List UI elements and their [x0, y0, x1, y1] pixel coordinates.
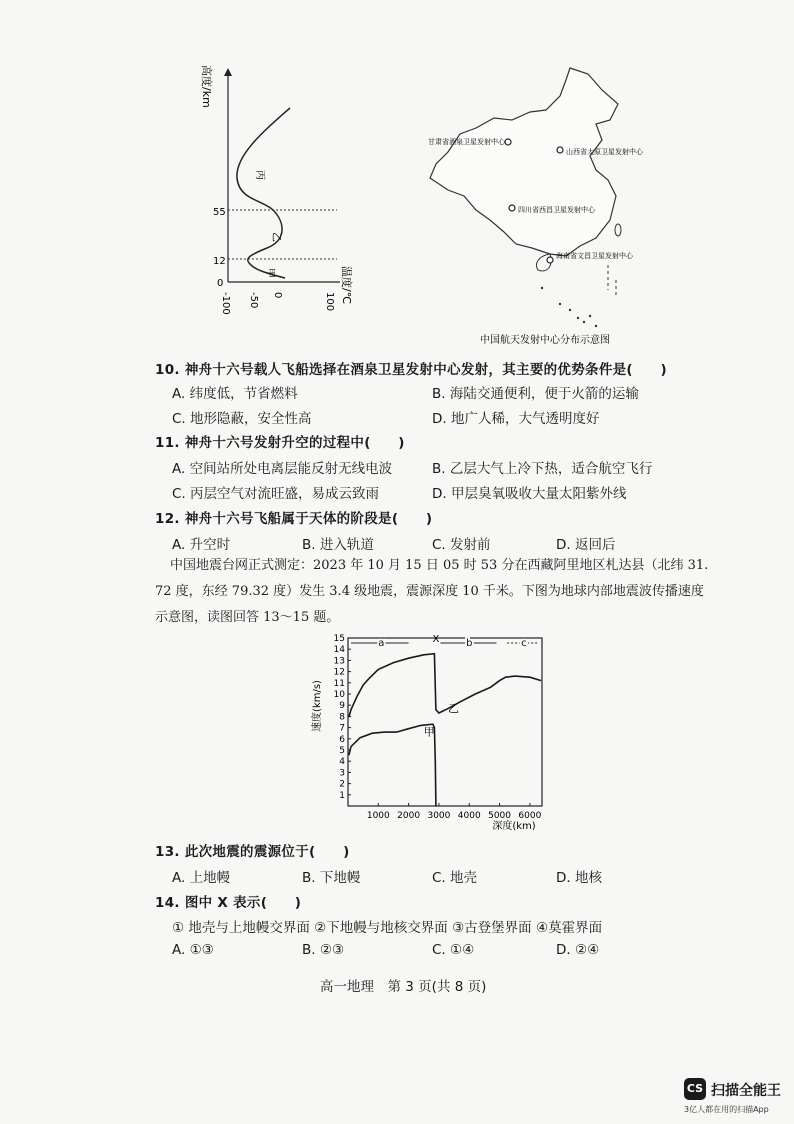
- tick-0: 0: [217, 278, 224, 289]
- y-tick-label: 1: [339, 790, 345, 801]
- taiyuan-marker: [557, 147, 563, 153]
- x-tick-label: 3000: [427, 811, 451, 821]
- seismic-plot-frame: [348, 638, 542, 806]
- q10-option-a[interactable]: A. 纬度低，节省燃料: [172, 386, 298, 402]
- y-tick-label: 7: [339, 723, 345, 734]
- x-tick-label: 6000: [518, 811, 542, 821]
- x-tick-label: 2000: [397, 811, 421, 821]
- q14-option-c[interactable]: C. ①④: [432, 942, 475, 958]
- seismic-y-label: 速度(km/s): [312, 680, 323, 732]
- wave-label-yi: 乙: [448, 701, 460, 715]
- y-tick-label: 3: [339, 768, 345, 779]
- y-tick-label: 5: [339, 746, 345, 756]
- q12-option-d[interactable]: D. 返回后: [556, 537, 616, 553]
- south-sea-dashes: [608, 265, 616, 298]
- q12-stem: 12. 神舟十六号飞船属于天体的阶段是( ): [155, 511, 433, 527]
- tick-m50: -50: [248, 292, 259, 309]
- q11-option-d[interactable]: D. 甲层臭氧吸收大量太阳紫外线: [432, 486, 627, 502]
- layer-jia: 甲: [264, 268, 275, 278]
- island-dot: [541, 287, 543, 289]
- q13-stem: 13. 此次地震的震源位于( ): [155, 844, 350, 860]
- island-dot: [569, 309, 571, 311]
- wave-line-jia: [348, 724, 436, 806]
- island-dot: [559, 303, 561, 305]
- island-dot: [577, 317, 579, 319]
- q11-option-b[interactable]: B. 乙层大气上冷下热，适合航空飞行: [432, 461, 653, 477]
- layer-bing: 丙: [254, 170, 265, 180]
- camscanner-tagline: 3亿人都在用的扫描App: [684, 1105, 769, 1114]
- seismic-x-label: 深度(km): [492, 821, 536, 832]
- tick-55: 55: [213, 207, 226, 218]
- island-dot: [583, 321, 585, 323]
- y-tick-label: 11: [333, 678, 345, 689]
- q14-stem: 14. 图中 X 表示( ): [155, 895, 302, 911]
- passage-line-1: 中国地震台网正式测定：2023 年 10 月 15 日 05 时 53 分在西藏阿里地区札达县（北纬 31.: [170, 558, 709, 573]
- y-tick-label: 4: [339, 757, 345, 768]
- jiuquan-marker: [505, 139, 511, 145]
- y-tick-label: 6: [339, 734, 345, 745]
- y-tick-label: 2: [339, 779, 345, 790]
- y-tick-label: 13: [333, 656, 345, 667]
- xichang-label: 四川省西昌卫星发射中心: [518, 206, 595, 214]
- layer-yi: 乙: [270, 232, 281, 242]
- q14-option-a[interactable]: A. ①③: [172, 942, 214, 958]
- segment-c-label: c: [521, 638, 527, 649]
- q13-option-b[interactable]: B. 下地幔: [302, 870, 361, 886]
- island-dot: [589, 315, 591, 317]
- china-map: [420, 60, 670, 345]
- tick-m100: -100: [220, 292, 231, 315]
- map-caption: 中国航天发射中心分布示意图: [480, 335, 610, 345]
- atm-y-label: 高度/km: [200, 65, 213, 108]
- q11-stem: 11. 神舟十六号发射升空的过程中( ): [155, 435, 405, 451]
- q12-option-a[interactable]: A. 升空时: [172, 537, 231, 553]
- atm-y-arrow: [224, 68, 232, 76]
- passage-line-2: 72 度，东经 79.32 度）发生 3.4 级地震，震源深度 10 千米。下图为地球内部地震波传播速度: [155, 584, 704, 599]
- y-tick-label: 12: [333, 667, 345, 678]
- q11-option-c[interactable]: C. 丙层空气对流旺盛，易成云致雨: [172, 486, 380, 502]
- south-sea-area: [538, 274, 593, 334]
- wave-line-yi: [348, 654, 541, 717]
- jiuquan-label: 甘肃省酒泉卫星发射中心: [428, 138, 505, 146]
- atm-x-label: 温度/℃: [340, 266, 353, 305]
- q11-option-a[interactable]: A. 空间站所处电离层能反射无线电波: [172, 461, 393, 477]
- segment-b-label: b: [466, 638, 473, 649]
- q12-option-c[interactable]: C. 发射前: [432, 537, 491, 553]
- y-tick-label: 8: [339, 712, 345, 723]
- camscanner-brand: 扫描全能王: [711, 1083, 781, 1099]
- island-dot: [595, 325, 597, 327]
- q10-option-b[interactable]: B. 海陆交通便利，便于火箭的运输: [432, 386, 639, 402]
- tick-12: 12: [213, 256, 226, 267]
- q13-option-c[interactable]: C. 地壳: [432, 870, 478, 886]
- q10-stem: 10. 神舟十六号载人飞船选择在酒泉卫星发射中心发射，其主要的优势条件是( ): [155, 362, 667, 378]
- q10-option-d[interactable]: D. 地广人稀，大气透明度好: [432, 411, 600, 427]
- x-tick-label: 5000: [488, 811, 512, 821]
- temperature-curve: [237, 108, 290, 278]
- y-tick-label: 10: [333, 690, 345, 700]
- q14-statements: ① 地壳与上地幔交界面 ②下地幔与地核交界面 ③古登堡界面 ④莫霍界面: [172, 920, 603, 936]
- atmosphere-chart: [195, 60, 370, 315]
- tick-0-x: 0: [272, 292, 283, 299]
- xichang-marker: [509, 205, 515, 211]
- wave-label-jia: 甲: [423, 725, 435, 739]
- x-tick-label: 4000: [457, 811, 481, 821]
- x-tick-label: 1000: [366, 811, 390, 821]
- wenchang-label: 海南省文昌卫星发射中心: [556, 252, 633, 260]
- q12-option-b[interactable]: B. 进入轨道: [302, 537, 374, 553]
- taiwan-island: [615, 224, 621, 236]
- passage-line-3: 示意图，读图回答 13～15 题。: [155, 610, 340, 625]
- camscanner-logo: CS: [684, 1078, 706, 1100]
- q13-option-d[interactable]: D. 地核: [556, 870, 602, 886]
- segment-x-label: X: [432, 634, 440, 645]
- q14-option-b[interactable]: B. ②③: [302, 942, 345, 958]
- y-tick-label: 14: [333, 645, 345, 656]
- china-outline: [430, 68, 618, 256]
- q13-option-a[interactable]: A. 上地幔: [172, 870, 231, 886]
- q10-option-c[interactable]: C. 地形隐蔽，安全性高: [172, 411, 312, 427]
- q14-option-d[interactable]: D. ②④: [556, 942, 600, 958]
- seismic-chart: [310, 626, 550, 836]
- wenchang-marker: [547, 257, 553, 263]
- tick-100: 100: [324, 292, 335, 312]
- y-tick-label: 15: [333, 634, 345, 644]
- taiyuan-label: 山西省太原卫星发射中心: [566, 148, 643, 156]
- segment-a-label: a: [378, 638, 385, 649]
- page-footer: 高一地理 第 3 页(共 8 页): [320, 979, 487, 995]
- y-tick-label: 9: [339, 701, 345, 712]
